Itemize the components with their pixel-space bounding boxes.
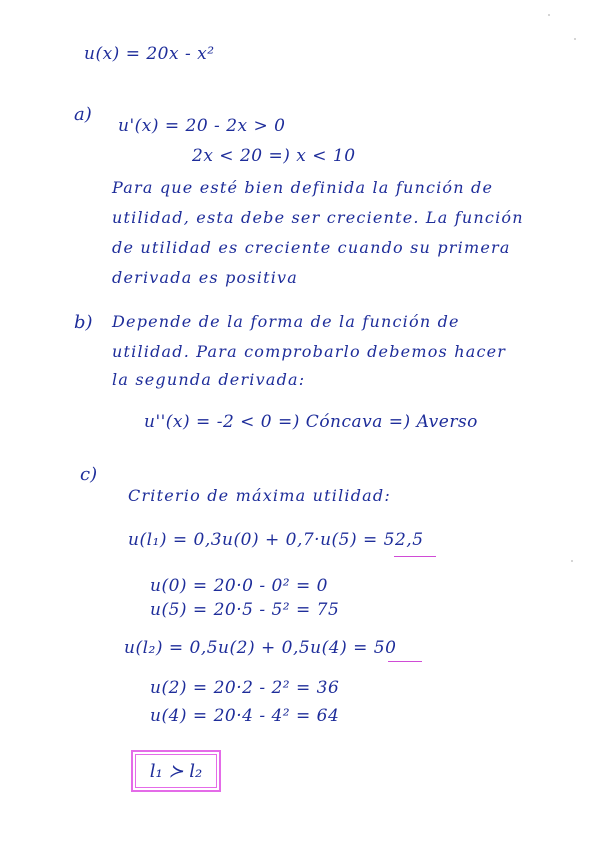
lottery-2-result-underline	[388, 661, 422, 662]
part-c-marker: c)	[80, 464, 98, 485]
part-b-text-line: Depende de la forma de la función de	[112, 312, 460, 331]
part-a-text-line: Para que esté bien definida la función de	[112, 178, 494, 197]
lottery-1-result: 52,5	[383, 530, 424, 550]
scan-speck	[574, 38, 576, 40]
part-b-text-line: la segunda derivada:	[112, 370, 306, 389]
lottery-2-utility	[124, 638, 396, 658]
first-derivative: u'(x) = 20 - 2x > 0	[118, 116, 286, 136]
part-a-text-line: de utilidad es creciente cuando su primera	[112, 238, 511, 257]
criterion-heading: Criterio de máxima utilidad:	[128, 486, 391, 505]
utility-at-4: u(4) = 20·4 - 4² = 64	[150, 706, 340, 726]
lottery-2-expression: u(l₂) = 0,5u(2) + 0,5u(4) =	[124, 638, 374, 658]
lottery-2-result: 50	[373, 638, 397, 658]
scan-speck	[548, 14, 550, 16]
part-b-text-line: utilidad. Para comprobarlo debemos hacer	[112, 342, 507, 361]
part-a-marker: a)	[74, 104, 92, 125]
utility-function: u(x) = 20x - x²	[84, 44, 215, 64]
part-a-text-line: utilidad, esta debe ser creciente. La función	[112, 208, 524, 227]
inequality-result: 2x < 20 =) x < 10	[192, 146, 356, 166]
utility-at-5: u(5) = 20·5 - 5² = 75	[150, 600, 340, 620]
lottery-1-utility	[128, 530, 424, 550]
part-a-text-line: derivada es positiva	[112, 268, 299, 287]
utility-at-0: u(0) = 20·0 - 0² = 0	[150, 576, 328, 596]
lottery-1-expression: u(l₁) = 0,3u(0) + 0,7·u(5) =	[128, 530, 384, 550]
final-answer-box	[131, 750, 221, 792]
part-b-marker: b)	[74, 312, 93, 333]
scan-speck	[571, 560, 573, 562]
lottery-1-result-underline	[394, 556, 436, 557]
final-answer: l₁ ≻ l₂	[149, 760, 203, 782]
second-derivative: u''(x) = -2 < 0 =) Cóncava =) Averso	[144, 412, 478, 432]
utility-at-2: u(2) = 20·2 - 2² = 36	[150, 678, 340, 698]
